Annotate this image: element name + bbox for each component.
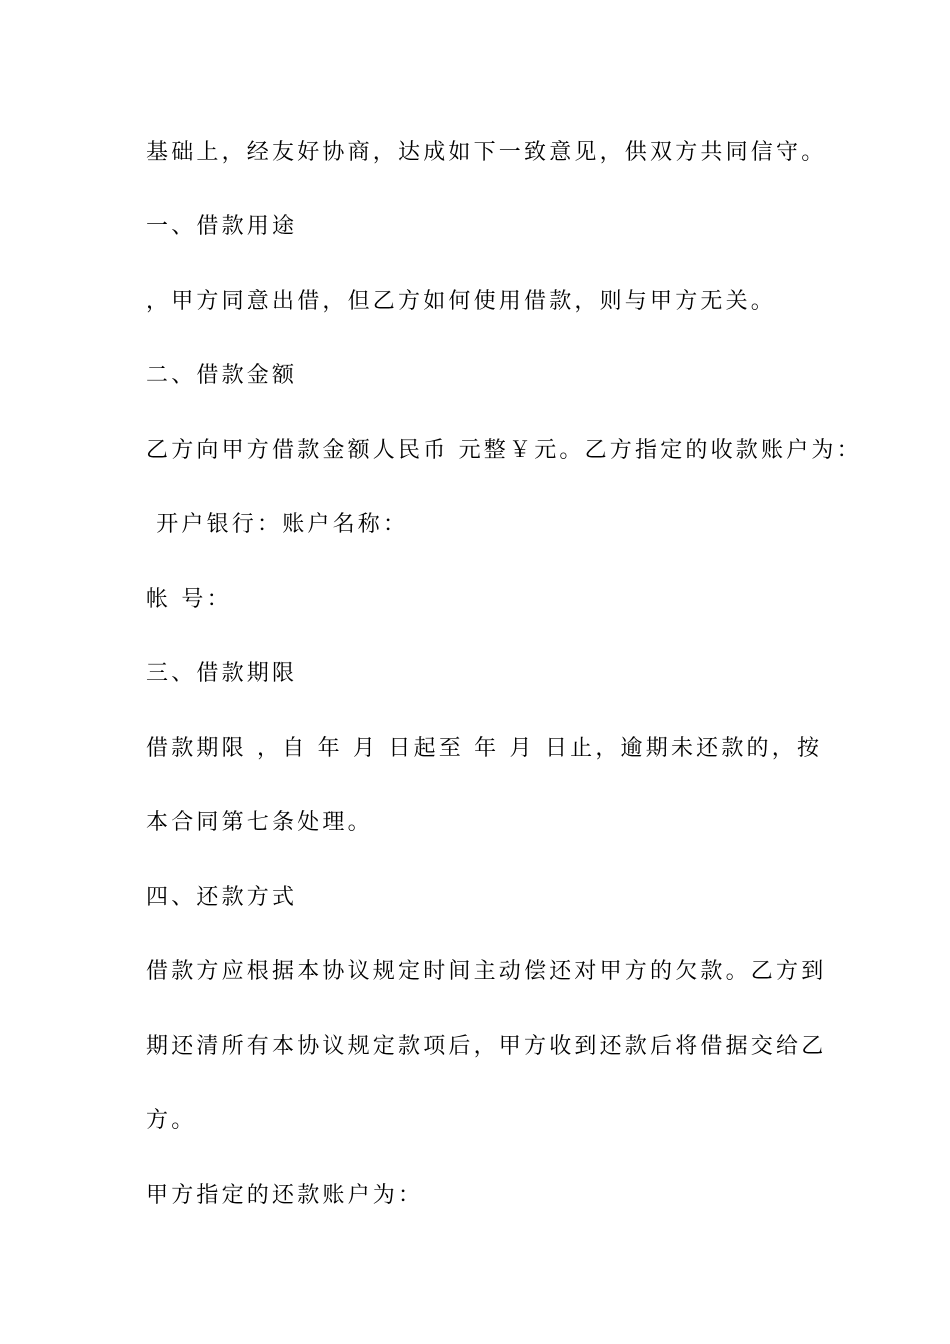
- section-heading-loan-term: 三、借款期限: [146, 661, 298, 686]
- section-heading-loan-amount: 二、借款金额: [146, 363, 298, 388]
- bank-and-account-name-line: 开户银行：账户名称：: [146, 512, 409, 537]
- repayment-account-line: 甲方指定的还款账户为：: [146, 1183, 424, 1208]
- section-heading-loan-purpose: 一、借款用途: [146, 214, 298, 239]
- paragraph-repayment-line-2: 期还清所有本协议规定款项后，甲方收到还款后将借据交给乙: [146, 1034, 827, 1059]
- account-number-line: 帐 号：: [146, 587, 232, 612]
- paragraph-repayment-line-1: 借款方应根据本协议规定时间主动偿还对甲方的欠款。乙方到: [146, 959, 827, 984]
- paragraph-loan-amount: 乙方向甲方借款金额人民币 元整￥元。乙方指定的收款账户为：: [146, 438, 862, 463]
- section-heading-repayment-method: 四、还款方式: [146, 885, 298, 910]
- paragraph-loan-purpose: ，甲方同意出借，但乙方如何使用借款，则与甲方无关。: [146, 289, 777, 314]
- paragraph-repayment-line-3: 方。: [146, 1108, 197, 1133]
- paragraph-loan-term-line-1: 借款期限 ，自 年 月 日起至 年 月 日止，逾期未还款的，按: [146, 736, 823, 761]
- paragraph-intro-continuation: 基础上，经友好协商，达成如下一致意见，供双方共同信守。: [146, 140, 827, 165]
- paragraph-loan-term-line-2: 本合同第七条处理。: [146, 810, 373, 835]
